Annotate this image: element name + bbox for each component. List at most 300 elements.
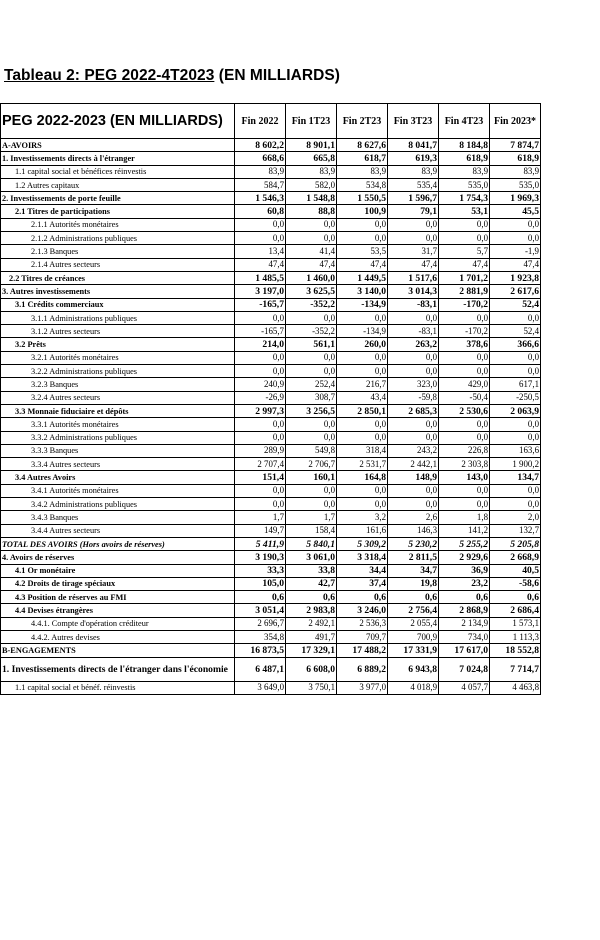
row-value: 0,0 (235, 431, 286, 444)
row-value: 60,8 (235, 205, 286, 218)
row-value: 0,6 (388, 591, 439, 604)
row-value: -1,9 (490, 245, 541, 258)
row-value: 5 230,2 (388, 537, 439, 550)
row-label: 3.3.3 Banques (1, 444, 235, 457)
row-value: 0,0 (337, 232, 388, 245)
row-value: 164,8 (337, 471, 388, 484)
row-value: 0,0 (439, 498, 490, 511)
row-value: -250,5 (490, 391, 541, 404)
row-value: 0,6 (439, 591, 490, 604)
table-row (1, 365, 541, 378)
row-label: 3.3 Monnaie fiduciaire et dépôts (1, 404, 235, 417)
row-label: 4.4.2. Autres devises (1, 630, 235, 643)
row-value: 1 449,5 (337, 271, 388, 284)
row-value: 16 873,5 (235, 644, 286, 657)
table-row (1, 498, 541, 511)
row-label: TOTAL DES AVOIRS (Hors avoirs de réserves) (1, 537, 235, 550)
row-value: -58,6 (490, 577, 541, 590)
row-label: 3. Autres investissements (1, 285, 235, 298)
row-value: 366,6 (490, 338, 541, 351)
row-value: -165,7 (235, 298, 286, 311)
row-value: 8 602,2 (235, 139, 286, 152)
row-value: 1 596,7 (388, 192, 439, 205)
row-label: 3.1.2 Autres secteurs (1, 325, 235, 338)
row-value: 0,0 (388, 311, 439, 324)
row-value: 0,0 (337, 218, 388, 231)
row-value: 0,0 (439, 311, 490, 324)
row-value: 252,4 (286, 378, 337, 391)
row-label: 4.4.1. Compte d'opération créditeur (1, 617, 235, 630)
row-value: 0,0 (388, 418, 439, 431)
row-value: 243,2 (388, 444, 439, 457)
row-value: 2 997,3 (235, 404, 286, 417)
row-value: 134,7 (490, 471, 541, 484)
header-row (1, 104, 541, 139)
row-value: 143,0 (439, 471, 490, 484)
row-value: 214,0 (235, 338, 286, 351)
row-value: 18 552,8 (490, 644, 541, 657)
row-label: 1. Investissements directs de l'étranger dans l'économie (1, 657, 235, 681)
row-value: 668,6 (235, 152, 286, 165)
row-value: -170,2 (439, 298, 490, 311)
row-value: 0,6 (490, 591, 541, 604)
row-value: 0,0 (439, 218, 490, 231)
row-value: 158,4 (286, 524, 337, 537)
row-value: 47,4 (388, 258, 439, 271)
row-value: 0,0 (388, 232, 439, 245)
table-row (1, 471, 541, 484)
row-value: 1 923,8 (490, 271, 541, 284)
row-value: -26,9 (235, 391, 286, 404)
row-value: 0,0 (490, 431, 541, 444)
row-value: -165,7 (235, 325, 286, 338)
row-value: 3 051,4 (235, 604, 286, 617)
row-value: 8 041,7 (388, 139, 439, 152)
row-value: 2 868,9 (439, 604, 490, 617)
row-value: 429,0 (439, 378, 490, 391)
row-value: 47,4 (490, 258, 541, 271)
row-value: -352,2 (286, 325, 337, 338)
row-value: 163,6 (490, 444, 541, 457)
row-value: 8 901,1 (286, 139, 337, 152)
row-value: 3 140,0 (337, 285, 388, 298)
row-label: A-AVOIRS (1, 139, 235, 152)
row-value: 36,9 (439, 564, 490, 577)
row-value: 0,6 (337, 591, 388, 604)
row-label: 2.1.2 Administrations publiques (1, 232, 235, 245)
row-value: 0,0 (388, 351, 439, 364)
row-value: 4 463,8 (490, 681, 541, 694)
row-value: 5 205,8 (490, 537, 541, 550)
row-value: 13,4 (235, 245, 286, 258)
row-value: 0,0 (286, 232, 337, 245)
row-value: 2 686,4 (490, 604, 541, 617)
column-header: Fin 4T23 (439, 104, 490, 139)
table-row (1, 232, 541, 245)
table-row (1, 524, 541, 537)
column-header: Fin 2023* (490, 104, 541, 139)
row-label: 3.3.1 Autorités monétaires (1, 418, 235, 431)
table-row (1, 431, 541, 444)
row-label: 2.1 Titres de participations (1, 205, 235, 218)
table-title-main: Tableau 2: PEG 2022-4T2023 (4, 67, 215, 84)
row-value: 0,0 (235, 418, 286, 431)
row-value: 1 900,2 (490, 458, 541, 471)
row-value: 0,0 (439, 365, 490, 378)
row-value: 146,3 (388, 524, 439, 537)
row-value: 289,9 (235, 444, 286, 457)
row-value: 0,0 (235, 311, 286, 324)
row-label: 1.1 capital social et bénéf. réinvestis (1, 681, 235, 694)
row-value: 23,2 (439, 577, 490, 590)
row-value: 7 714,7 (490, 657, 541, 681)
table-title (4, 67, 340, 85)
row-value: 6 943,8 (388, 657, 439, 681)
row-value: 0,0 (490, 232, 541, 245)
row-value: 618,9 (490, 152, 541, 165)
table-row (1, 657, 541, 681)
row-value: 3 014,3 (388, 285, 439, 298)
row-value: 0,0 (286, 365, 337, 378)
table-row (1, 245, 541, 258)
row-value: 161,6 (337, 524, 388, 537)
row-value: 0,0 (439, 431, 490, 444)
row-value: 561,1 (286, 338, 337, 351)
row-value: -134,9 (337, 298, 388, 311)
row-value: 665,8 (286, 152, 337, 165)
row-value: 3 061,0 (286, 551, 337, 564)
row-label: 4.3 Position de réserves au FMI (1, 591, 235, 604)
row-value: 2 530,6 (439, 404, 490, 417)
table-row (1, 644, 541, 657)
table-row (1, 192, 541, 205)
row-value: 2 617,6 (490, 285, 541, 298)
row-label: 2.1.3 Banques (1, 245, 235, 258)
row-value: 709,7 (337, 630, 388, 643)
row-value: 323,0 (388, 378, 439, 391)
row-value: 47,4 (235, 258, 286, 271)
row-value: 6 608,0 (286, 657, 337, 681)
column-header: Fin 1T23 (286, 104, 337, 139)
row-value: 83,9 (490, 165, 541, 178)
row-value: 0,0 (235, 232, 286, 245)
row-value: 0,0 (337, 311, 388, 324)
row-value: 535,4 (388, 178, 439, 191)
table-row (1, 391, 541, 404)
row-label: 3.2.2 Administrations publiques (1, 365, 235, 378)
table-row (1, 298, 541, 311)
row-value: 3 318,4 (337, 551, 388, 564)
row-value: 0,0 (286, 484, 337, 497)
row-value: 378,6 (439, 338, 490, 351)
row-value: 83,9 (337, 165, 388, 178)
row-value: -50,4 (439, 391, 490, 404)
table-row (1, 325, 541, 338)
row-value: 216,7 (337, 378, 388, 391)
table-row (1, 418, 541, 431)
table-row (1, 178, 541, 191)
row-value: 549,8 (286, 444, 337, 457)
row-value: 0,0 (490, 365, 541, 378)
row-label: 3.4.2 Administrations publiques (1, 498, 235, 511)
row-value: 5 840,1 (286, 537, 337, 550)
row-value: 0,0 (235, 484, 286, 497)
table-row (1, 378, 541, 391)
row-label: 3.2.3 Banques (1, 378, 235, 391)
row-value: 1 969,3 (490, 192, 541, 205)
row-value: 100,9 (337, 205, 388, 218)
row-value: 6 487,1 (235, 657, 286, 681)
header-label: PEG 2022-2023 (EN MILLIARDS) (1, 104, 235, 139)
row-value: 52,4 (490, 325, 541, 338)
row-value: 0,0 (337, 418, 388, 431)
row-value: 6 889,2 (337, 657, 388, 681)
row-label: 1.2 Autres capitaux (1, 178, 235, 191)
column-header: Fin 2T23 (337, 104, 388, 139)
row-value: 17 331,9 (388, 644, 439, 657)
row-value: 2 983,8 (286, 604, 337, 617)
row-value: 0,0 (388, 218, 439, 231)
peg-table (0, 103, 541, 695)
row-value: 8 184,8 (439, 139, 490, 152)
table-row (1, 165, 541, 178)
row-label: 2.1.1 Autorités monétaires (1, 218, 235, 231)
row-value: 0,0 (490, 311, 541, 324)
table-row (1, 258, 541, 271)
row-value: 0,0 (490, 418, 541, 431)
row-value: 37,4 (337, 577, 388, 590)
row-value: 1 517,6 (388, 271, 439, 284)
table-row (1, 152, 541, 165)
row-value: 41,4 (286, 245, 337, 258)
row-value: 8 627,6 (337, 139, 388, 152)
row-value: 0,0 (337, 431, 388, 444)
row-value: 534,8 (337, 178, 388, 191)
row-label: 2.1.4 Autres secteurs (1, 258, 235, 271)
row-value: 2 706,7 (286, 458, 337, 471)
row-value: 5,7 (439, 245, 490, 258)
row-value: 617,1 (490, 378, 541, 391)
row-value: 1 550,5 (337, 192, 388, 205)
row-value: 17 488,2 (337, 644, 388, 657)
row-label: 3.2 Prêts (1, 338, 235, 351)
row-value: 0,0 (490, 484, 541, 497)
row-value: 3 625,5 (286, 285, 337, 298)
row-value: 2 685,3 (388, 404, 439, 417)
row-value: 42,7 (286, 577, 337, 590)
row-value: 0,0 (490, 351, 541, 364)
row-value: 0,0 (337, 498, 388, 511)
table-row (1, 139, 541, 152)
row-value: 2 303,8 (439, 458, 490, 471)
row-value: 0,0 (286, 218, 337, 231)
row-label: 4.4 Devises étrangères (1, 604, 235, 617)
row-value: 0,0 (439, 484, 490, 497)
row-value: 1 548,8 (286, 192, 337, 205)
row-value: 83,9 (235, 165, 286, 178)
table-row (1, 604, 541, 617)
row-value: 88,8 (286, 205, 337, 218)
row-value: 0,0 (388, 365, 439, 378)
row-value: 2 531,7 (337, 458, 388, 471)
row-value: 0,0 (388, 498, 439, 511)
row-value: 0,0 (286, 498, 337, 511)
row-value: 1 573,1 (490, 617, 541, 630)
table-row (1, 630, 541, 643)
row-value: 0,0 (235, 351, 286, 364)
row-value: 1,7 (286, 511, 337, 524)
row-value: 0,0 (490, 218, 541, 231)
row-value: 19,8 (388, 577, 439, 590)
row-value: 2 756,4 (388, 604, 439, 617)
row-value: 7 874,7 (490, 139, 541, 152)
row-value: 2 929,6 (439, 551, 490, 564)
row-value: 582,0 (286, 178, 337, 191)
row-value: 4 057,7 (439, 681, 490, 694)
row-value: 2 707,4 (235, 458, 286, 471)
row-value: 5 309,2 (337, 537, 388, 550)
table-row (1, 458, 541, 471)
row-value: 2 442,1 (388, 458, 439, 471)
table-body (1, 139, 541, 695)
row-value: 17 617,0 (439, 644, 490, 657)
row-value: 0,0 (439, 232, 490, 245)
row-value: 618,9 (439, 152, 490, 165)
row-value: 1 460,0 (286, 271, 337, 284)
row-value: 1,8 (439, 511, 490, 524)
row-label: 4. Avoirs de réserves (1, 551, 235, 564)
row-value: 618,7 (337, 152, 388, 165)
row-value: 318,4 (337, 444, 388, 457)
row-value: 535,0 (490, 178, 541, 191)
row-value: 0,0 (337, 484, 388, 497)
row-value: 240,9 (235, 378, 286, 391)
row-label: 2. Investissements de porte feuille (1, 192, 235, 205)
row-value: 260,0 (337, 338, 388, 351)
row-value: 160,1 (286, 471, 337, 484)
row-value: 4 018,9 (388, 681, 439, 694)
row-value: 0,0 (286, 431, 337, 444)
row-value: 0,0 (235, 218, 286, 231)
row-value: 0,0 (286, 418, 337, 431)
table-row (1, 564, 541, 577)
row-label: 3.4.1 Autorités monétaires (1, 484, 235, 497)
row-label: 3.1 Crédits commerciaux (1, 298, 235, 311)
row-value: 53,1 (439, 205, 490, 218)
row-value: 34,4 (337, 564, 388, 577)
table-row (1, 285, 541, 298)
row-value: 535,0 (439, 178, 490, 191)
row-value: 52,4 (490, 298, 541, 311)
row-value: 2 881,9 (439, 285, 490, 298)
row-value: 0,0 (235, 365, 286, 378)
row-value: 7 024,8 (439, 657, 490, 681)
row-value: 83,9 (388, 165, 439, 178)
row-value: -83,1 (388, 298, 439, 311)
row-label: 3.4 Autres Avoirs (1, 471, 235, 484)
column-header: Fin 2022 (235, 104, 286, 139)
row-value: 2 134,9 (439, 617, 490, 630)
row-label: 3.3.2 Administrations publiques (1, 431, 235, 444)
row-value: 0,0 (439, 418, 490, 431)
row-value: 2 850,1 (337, 404, 388, 417)
row-value: 0,0 (337, 351, 388, 364)
row-value: 0,6 (235, 591, 286, 604)
row-value: 0,0 (337, 365, 388, 378)
row-value: 3 197,0 (235, 285, 286, 298)
table-row (1, 444, 541, 457)
row-value: 43,4 (337, 391, 388, 404)
row-value: 491,7 (286, 630, 337, 643)
table-row (1, 511, 541, 524)
row-value: 17 329,1 (286, 644, 337, 657)
row-value: 226,8 (439, 444, 490, 457)
row-value: 34,7 (388, 564, 439, 577)
row-value: 263,2 (388, 338, 439, 351)
row-value: 3 256,5 (286, 404, 337, 417)
row-label: 3.1.1 Administrations publiques (1, 311, 235, 324)
row-value: 3 977,0 (337, 681, 388, 694)
row-value: 2 063,9 (490, 404, 541, 417)
table-row (1, 271, 541, 284)
row-value: 1,7 (235, 511, 286, 524)
row-value: 584,7 (235, 178, 286, 191)
row-value: 3 750,1 (286, 681, 337, 694)
row-value: 5 255,2 (439, 537, 490, 550)
row-value: 79,1 (388, 205, 439, 218)
row-value: 354,8 (235, 630, 286, 643)
row-value: 2 536,3 (337, 617, 388, 630)
row-label: 1.1 capital social et bénéfices réinvestis (1, 165, 235, 178)
row-label: 3.2.4 Autres secteurs (1, 391, 235, 404)
row-value: -134,9 (337, 325, 388, 338)
row-value: 0,0 (439, 351, 490, 364)
column-header: Fin 3T23 (388, 104, 439, 139)
row-value: 0,0 (490, 498, 541, 511)
row-value: 5 411,9 (235, 537, 286, 550)
row-value: -59,8 (388, 391, 439, 404)
row-value: 2 668,9 (490, 551, 541, 564)
row-value: 47,4 (286, 258, 337, 271)
row-value: 47,4 (439, 258, 490, 271)
row-value: 2 696,7 (235, 617, 286, 630)
table-row (1, 311, 541, 324)
row-value: 2 492,1 (286, 617, 337, 630)
table-row (1, 681, 541, 694)
table-row (1, 404, 541, 417)
row-label: 3.4.3 Banques (1, 511, 235, 524)
row-label: 4.1 Or monétaire (1, 564, 235, 577)
row-value: 33,8 (286, 564, 337, 577)
row-value: 45,5 (490, 205, 541, 218)
row-value: 47,4 (337, 258, 388, 271)
row-value: 40,5 (490, 564, 541, 577)
row-value: 105,0 (235, 577, 286, 590)
row-value: 83,9 (439, 165, 490, 178)
table-row (1, 591, 541, 604)
row-label: 3.2.1 Autorités monétaires (1, 351, 235, 364)
row-value: 0,0 (286, 311, 337, 324)
row-value: 0,0 (286, 351, 337, 364)
row-value: 33,3 (235, 564, 286, 577)
table-row (1, 577, 541, 590)
row-value: 3,2 (337, 511, 388, 524)
row-value: 83,9 (286, 165, 337, 178)
row-value: 308,7 (286, 391, 337, 404)
row-label: 3.3.4 Autres secteurs (1, 458, 235, 471)
row-label: 4.2 Droits de tirage spéciaux (1, 577, 235, 590)
table-row (1, 338, 541, 351)
